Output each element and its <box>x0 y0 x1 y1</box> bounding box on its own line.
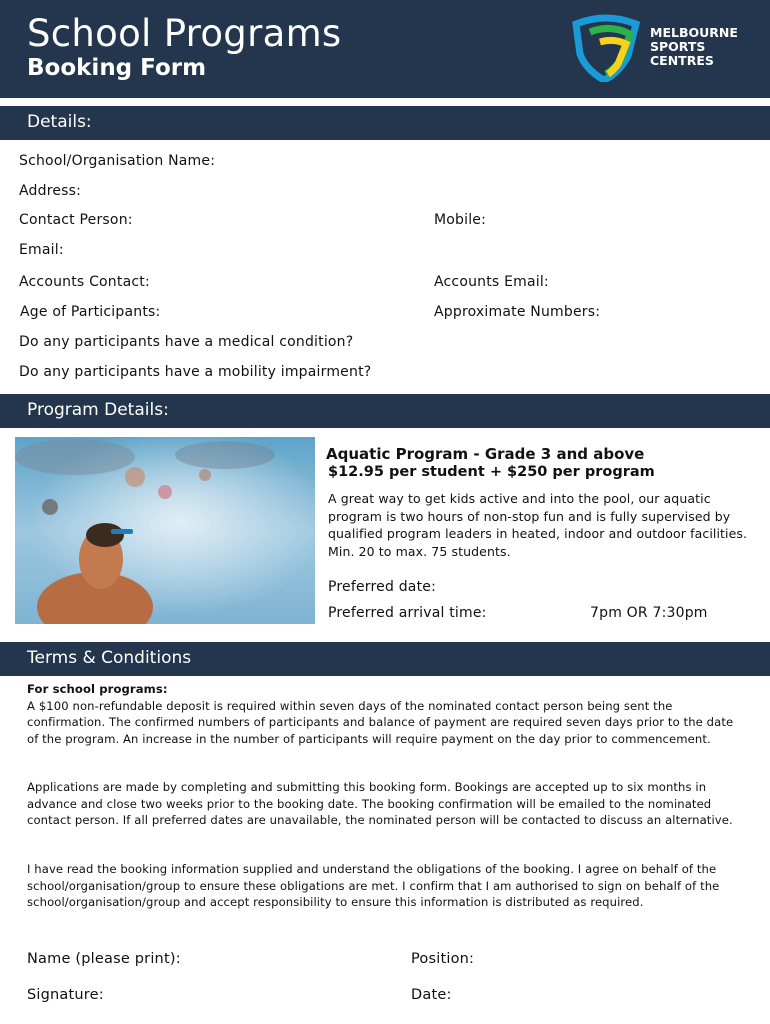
melbourne-sports-centres-logo-icon <box>570 14 642 82</box>
signature-field[interactable]: Signature: <box>27 987 104 1003</box>
terms-section-bar <box>0 642 770 676</box>
swimming-child-photo <box>15 437 315 624</box>
logo-wordmark <box>650 26 738 68</box>
details-section-bar <box>0 106 770 140</box>
terms-paragraph-1: A $100 non-refundable deposit is required within seven days of the nominated contact person being sent the confirmation. The confirmed numbers of participants and balance of payment are required seven days prior to the date of the program. An increase in the number of participants will require payment on the day prior to commencement. <box>27 698 734 746</box>
terms-intro: For school programs: <box>27 682 168 696</box>
program-section-bar <box>0 394 770 428</box>
accounts-email-field[interactable]: Accounts Email: <box>434 274 549 290</box>
terms-heading: Terms & Conditions <box>27 648 192 668</box>
age-field[interactable]: Age of Participants: <box>20 304 161 320</box>
approx-numbers-field[interactable]: Approximate Numbers: <box>434 304 601 320</box>
medical-condition-question[interactable]: Do any participants have a medical condition? <box>19 334 354 350</box>
accounts-contact-field[interactable]: Accounts Contact: <box>19 274 150 290</box>
name-print-field[interactable]: Name (please print): <box>27 951 181 967</box>
terms-block-1 <box>27 681 747 747</box>
position-field[interactable]: Position: <box>411 951 475 967</box>
preferred-date-field[interactable]: Preferred date: <box>328 579 436 595</box>
contact-person-field[interactable]: Contact Person: <box>19 212 133 228</box>
page-title: School Programs <box>27 12 342 55</box>
pool-scene-image <box>15 437 315 624</box>
details-heading: Details: <box>27 112 92 132</box>
mobility-impairment-question[interactable]: Do any participants have a mobility impairment? <box>19 364 372 380</box>
terms-paragraph-3: I have read the booking information supplied and understand the obligations of the booking. I agree on behalf of the school/organisation/group to ensure these obligations are met. I confirm that I am authorised to sign on behalf of the school/organisation/group and accept responsibility to ensure this information is distributed as required. <box>27 862 720 909</box>
program-heading: Program Details: <box>27 400 169 420</box>
header-banner <box>0 0 770 98</box>
header-divider <box>0 98 770 104</box>
logo-line-3: CENTRES <box>650 53 714 68</box>
logo-line-1: MELBOURNE <box>650 25 738 40</box>
email-field[interactable]: Email: <box>19 242 64 258</box>
mobile-field[interactable]: Mobile: <box>434 212 487 228</box>
page-subtitle: Booking Form <box>27 55 207 81</box>
arrival-time-options[interactable]: 7pm OR 7:30pm <box>590 605 708 621</box>
program-description: A great way to get kids active and into the pool, our aquatic program is two hours of non-stop fun and is fully supervised by qualified program leaders in heated, indoor and outdoor facilities. Min. 20 to max. 75 students. <box>328 491 748 559</box>
terms-paragraph-2: Applications are made by completing and submitting this booking form. Bookings are accepted up to six months in advance and close two weeks prior to the booking date. The booking confirmation will be emailed to the nominated contact person. If all preferred dates are unavailable, the nominated person will be contacted to discuss an alternative. <box>27 780 733 827</box>
school-name-field[interactable]: School/Organisation Name: <box>19 153 216 169</box>
arrival-time-field[interactable]: Preferred arrival time: <box>328 605 487 621</box>
program-title: Aquatic Program - Grade 3 and above <box>326 445 645 463</box>
logo-line-2: SPORTS <box>650 39 706 54</box>
address-field[interactable]: Address: <box>19 183 82 199</box>
date-field[interactable]: Date: <box>411 987 452 1003</box>
program-price: $12.95 per student + $250 per program <box>328 464 655 480</box>
